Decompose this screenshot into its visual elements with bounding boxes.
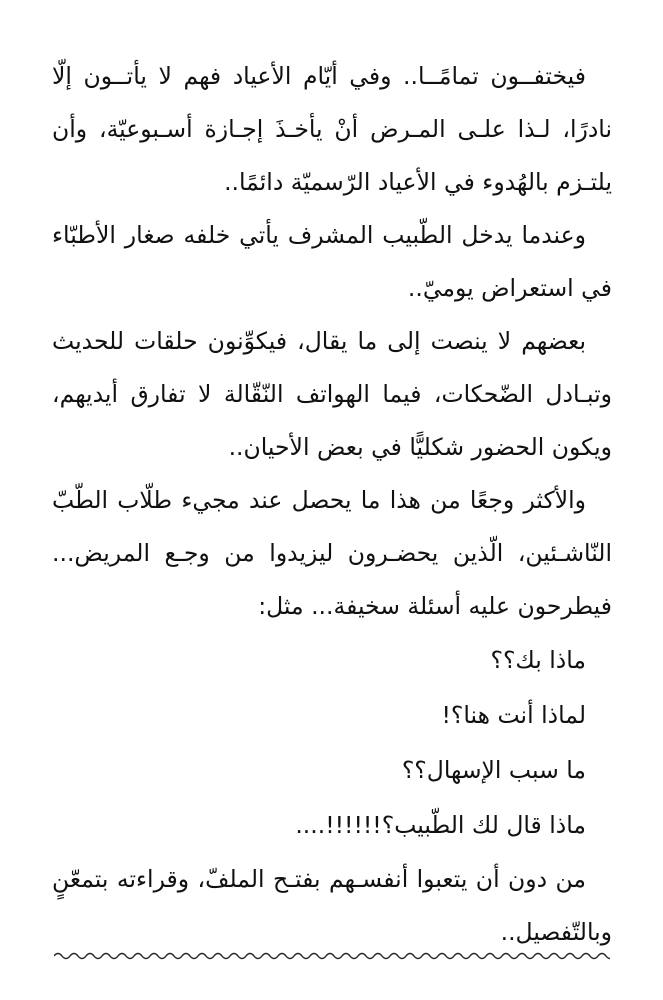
wavy-line-icon [54,948,610,964]
paragraph-2: وعندما يدخل الطّبيب المشرف يأتي خلفه صغار الأطبّاء في استعراض يوميّ.. [52,221,612,302]
page-text [52,50,612,959]
question-3: ما سبب الإسهال؟؟ [401,756,586,784]
paragraph-3: بعضهم لا ينصت إلى ما يقال، فيكوِّنون حلقات للحديث وتبـادل الضّحكات، فيما الهواتف النّقّالة لا تفارق أيديهم، ويكون الحضور شكليًّا في بعض الأحيان.. [52,327,612,461]
question-1: ماذا بك؟؟ [490,646,586,674]
paragraph-1: فيختفــون تمامًــا.. وفي أيّام الأعياد فهم لا يأتــون إلّا نادرًا، لـذا علـى المـرض أنْ يأخـذَ إجـازة أسـبوعيّة، وأن يلتـزم بالهُدوء في الأعياد الرّسميّة دائمًا.. [52,62,612,196]
question-2: لماذا أنت هنا؟! [441,701,586,729]
paragraph-4: والأكثر وجعًا من هذا ما يحصل عند مجيء طلّاب الطّبّ النّاشـئين، الّذين يحضـرون ليزيدوا من وجـع المريض... فيطرحون عليه أسئلة سخيفة... مثل: [52,486,612,620]
closing-paragraph: من دون أن يتعبوا أنفسـهم بفتـح الملفّ، وقراءته بتمعّنٍ وبالتّفصيل.. [52,865,612,946]
question-4: ماذا قال لك الطّبيب؟!!!!!!.... [295,811,586,839]
